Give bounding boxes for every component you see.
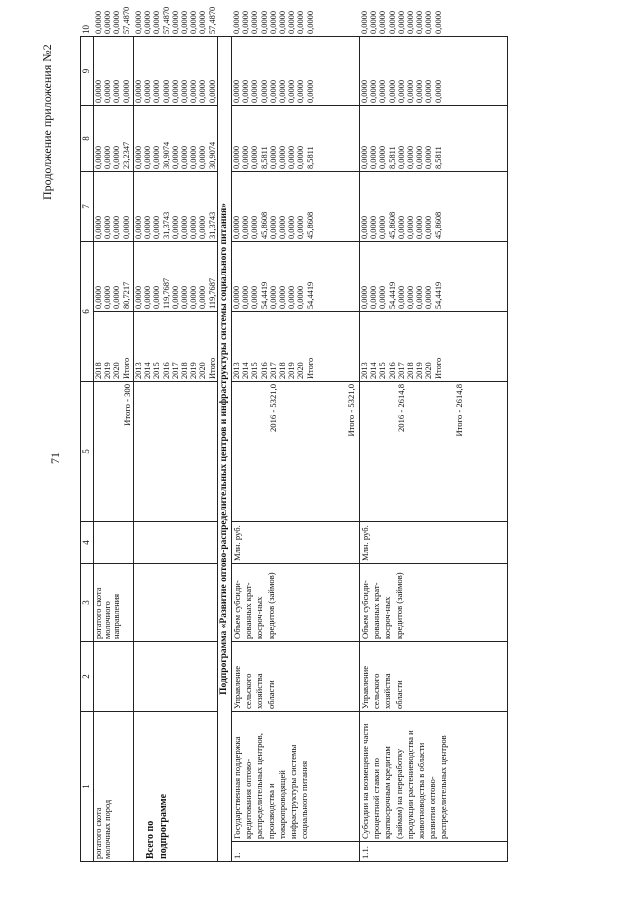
row-1-col1: Государственная поддержка кредитования оптово-распределительных центров, производства и товаропроводящей инфраструктуры системы социального питания xyxy=(232,712,360,842)
row-1-1-col4: Млн. руб. xyxy=(360,522,508,564)
row-1-1-col5-year: 2016 - 2614,8 xyxy=(396,384,406,432)
header-col-1: 1 xyxy=(81,712,94,862)
row-1-1-years: 2013 2014 2015 2016 2017 2018 2019 2020 Итого xyxy=(360,312,508,382)
row-1-1-col5-total: Итого - 2614,8 xyxy=(454,384,464,437)
budget-table xyxy=(80,6,508,862)
row-b-col8: 0,0000 0,0000 0,0000 30,9074 0,0000 0,0000 0,0000 0,0000 30,9074 xyxy=(134,106,218,172)
row-1-col3: Объем субсиди-рованных крат-косроч-ных кредитов (займов) xyxy=(232,564,360,642)
row-1-col5-year: 2016 - 5321,0 xyxy=(268,384,278,432)
row-a-col9: 0,0000 0,0000 0,0000 0,0000 xyxy=(94,37,134,106)
header-col-2: 2 xyxy=(81,642,94,712)
row-a-col3: рогатого скота молочного направления xyxy=(94,564,134,642)
header-col-5: 5 xyxy=(81,382,94,522)
row-1-col5-total: Итого - 5321,0 xyxy=(345,384,356,437)
row-1-col4: Млн. руб. xyxy=(232,522,360,564)
row-a-col6: 0,0000 0,0000 0,0000 80,7217 xyxy=(94,242,134,312)
header-col-8: 8 xyxy=(81,106,94,172)
header-col-6: 6 xyxy=(81,242,94,382)
header-col-7: 7 xyxy=(81,172,94,242)
subprogram-title-row xyxy=(218,37,232,862)
row-1-1-col3: Объем субсиди-рованных крат-косроч-ных кредитов (займов) xyxy=(360,564,508,642)
row-1-1-col9: 0,0000 0,0000 0,0000 0,0000 0,0000 0,0000 0,0000 0,0000 0,0000 xyxy=(360,37,508,106)
row-1-1-number: 1.1. xyxy=(360,842,508,862)
row-b-col9: 0,0000 0,0000 0,0000 0,0000 0,0000 0,0000 0,0000 0,0000 0,0000 xyxy=(134,37,218,106)
row-1-col2: Управление сельского хозяйства области xyxy=(232,642,360,712)
header-col-4: 4 xyxy=(81,522,94,564)
row-1-1-col2: Управление сельского хозяйства области xyxy=(360,642,508,712)
row-1-1-col1: Субсидии на возмещение части процентной ставки по краткосрочным кредитам (займам) на переработку продукции растениеводства и животноводства в области развития оптово-распределительных центров xyxy=(360,712,508,842)
row-1-1-col8: 0,0000 0,0000 0,0000 8,5811 0,0000 0,0000 0,0000 0,0000 8,5811 xyxy=(360,106,508,172)
table-row: 1.1. Субсидии на возмещение части процентной ставки по краткосрочным кредитам (займам) на переработку продукции растениеводства и животноводства в области развития оптово-распределительных центров Управление сельского хозяйства области Объем субсиди-рованных крат-косроч-ных кредитов (займов) Млн. руб. 2016 - 2614,8 Итого - 2614,8 2013 2014 2015 2016 2017 2018 2019 2020 Итого 0,0000 0,0000 0,0000 54,4419 0,0000 0,0000 0,0000 0,0000 54,4419 0,0000 0,0000 0,0000 45,8608 0,0000 0,0000 0,0000 0,0000 45,8608 0,0000 0,0000 0,0000 8,5811 0,0000 0,0000 0,0000 0,0000 8,5811 0,0000 0,0000 0,0000 0,0000 0,0000 0,0000 0,0000 0,0000 0,0000 0,0000 0,0000 0,0000 0,0000 0,0000 0,0000 0,0000 0,0000 0,0000 xyxy=(360,37,508,862)
row-b-col1: Всего по подпрограмме xyxy=(134,712,218,862)
row-1-number: 1. xyxy=(232,842,360,862)
row-a-years: 2018 2019 2020 Итого xyxy=(94,312,134,382)
row-1-col8: 0,0000 0,0000 0,0000 8,5811 0,0000 0,0000 0,0000 0,0000 8,5811 xyxy=(232,106,360,172)
row-1-col6: 0,0000 0,0000 0,0000 54,4419 0,0000 0,0000 0,0000 0,0000 54,4419 xyxy=(232,242,360,312)
row-1-col9: 0,0000 0,0000 0,0000 0,0000 0,0000 0,0000 0,0000 0,0000 0,0000 xyxy=(232,37,360,106)
header-col-3: 3 xyxy=(81,564,94,642)
row-a-col7: 0,0000 0,0000 0,0000 0,0000 xyxy=(94,172,134,242)
header-row: 1 2 3 4 5 6 7 8 9 10 xyxy=(81,37,94,862)
header-col-9: 9 xyxy=(81,37,94,106)
row-a-col8: 0,0000 0,0000 0,0000 23,2347 xyxy=(94,106,134,172)
row-1-1-col7: 0,0000 0,0000 0,0000 45,8608 0,0000 0,0000 0,0000 0,0000 45,8608 xyxy=(360,172,508,242)
row-1-1-col6: 0,0000 0,0000 0,0000 54,4419 0,0000 0,0000 0,0000 0,0000 54,4419 xyxy=(360,242,508,312)
subprogram-title: Подпрограмма «Развитие оптово-распределительных центров и инфраструктуры системы социального питания» xyxy=(218,37,232,862)
row-1-years: 2013 2014 2015 2016 2017 2018 2019 2020 Итого xyxy=(232,312,360,382)
appendix-title: Продолжение приложения №2 xyxy=(40,44,54,200)
row-a-col1: рогатого скота молочных пород xyxy=(94,712,134,862)
table-row: Всего по подпрограмме 2013 2014 2015 2016 2017 2018 2019 2020 Итого 0,0000 0,0000 0,0000 119,7687 0,0000 0,0000 0,0000 0,0000 119,7687 0,0000 0,0000 0,0000 31,3743 0,0000 0,0000 0,0000 0,0000 31,3743 0,0000 0,0000 0,0000 30,9074 0,0000 0,0000 0,0000 0,0000 30,9074 0,0000 0,0000 0,0000 0,0000 0,0000 0,0000 0,0000 0,0000 0,0000 0,0000 0,0000 0,0000 57,4870 0,0000 0,0000 0,0000 0,0000 57,4870 xyxy=(134,37,218,862)
row-1-col7: 0,0000 0,0000 0,0000 45,8608 0,0000 0,0000 0,0000 0,0000 45,8608 xyxy=(232,172,360,242)
row-b-col7: 0,0000 0,0000 0,0000 31,3743 0,0000 0,0000 0,0000 0,0000 31,3743 xyxy=(134,172,218,242)
table-row: рогатого скота молочных пород рогатого скота молочного направления Итого - 300 2018 2019 2020 Итого 0,0000 0,0000 0,0000 80,7217 0,0000 0,0000 0,0000 0,0000 0,0000 0,0000 0,0000 23,2347 0,0000 0,0000 0,0000 0,0000 0,0000 0,0000 0,0000 57,4870 xyxy=(94,37,134,862)
table-row: 1. Государственная поддержка кредитования оптово-распределительных центров, производства и товаропроводящей инфраструктуры системы социального питания Управление сельского хозяйства области Объем субсиди-рованных крат-косроч-ных кредитов (займов) Млн. руб. 2016 - 5321,0 Итого - 5321,0 2013 2014 2015 2016 2017 2018 2019 2020 Итого 0,0000 0,0000 0,0000 54,4419 0,0000 0,0000 0,0000 0,0000 54,4419 0,0000 0,0000 0,0000 45,8608 0,0000 0,0000 0,0000 0,0000 45,8608 0,0000 0,0000 0,0000 8,5811 0,0000 0,0000 0,0000 0,0000 8,5811 0,0000 0,0000 0,0000 0,0000 0,0000 0,0000 0,0000 0,0000 0,0000 0,0000 0,0000 0,0000 0,0000 0,0000 0,0000 0,0000 0,0000 0,0000 xyxy=(232,37,360,862)
row-a-col5: Итого - 300 xyxy=(94,382,134,522)
row-b-years: 2013 2014 2015 2016 2017 2018 2019 2020 Итого xyxy=(134,312,218,382)
row-b-col6: 0,0000 0,0000 0,0000 119,7687 0,0000 0,0000 0,0000 0,0000 119,7687 xyxy=(134,242,218,312)
page-number: 71 xyxy=(48,452,62,464)
